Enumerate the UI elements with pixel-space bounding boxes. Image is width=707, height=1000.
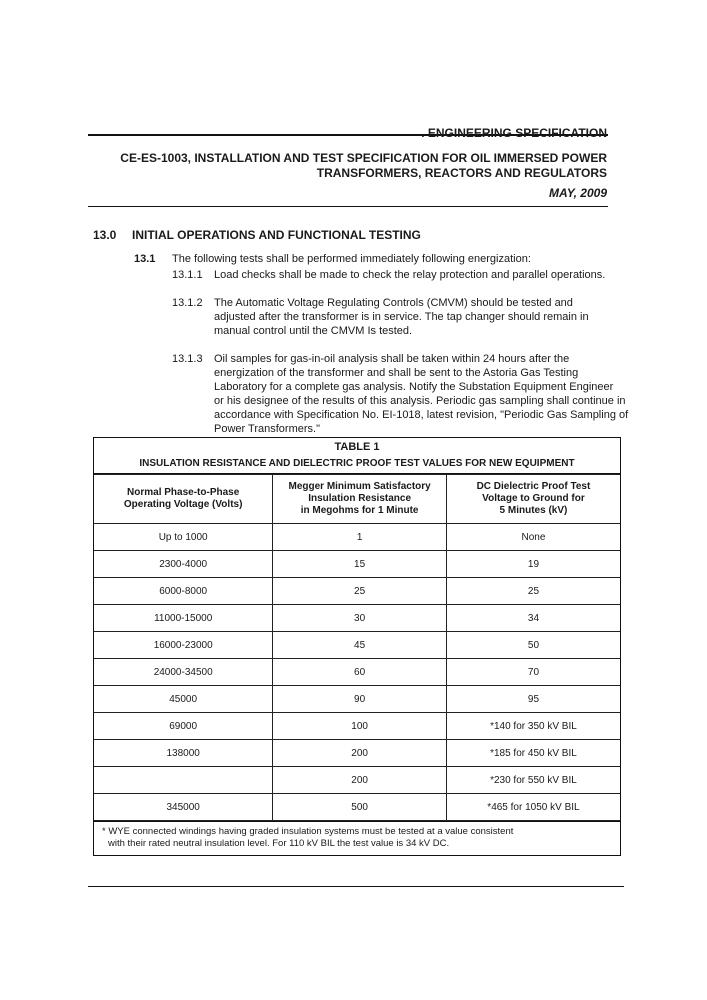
- section-title: INITIAL OPERATIONS AND FUNCTIONAL TESTING: [132, 228, 421, 242]
- item-number: 13.1.1: [172, 269, 203, 281]
- column-header-line: Voltage to Ground for: [482, 493, 585, 504]
- table-cell: 2300-4000: [94, 551, 273, 578]
- column-header-line: DC Dielectric Proof Test: [476, 481, 591, 492]
- table-footnote: [94, 821, 620, 855]
- column-header-line: Insulation Resistance: [308, 493, 412, 504]
- table-cell: 25: [273, 578, 447, 605]
- column-header-line: 5 Minutes (kV): [499, 505, 568, 516]
- footnote-line-2: with their rated neutral insulation level. For 110 kV BIL the test value is 34 kV DC.: [108, 838, 450, 849]
- table-cell: *230 for 550 kV BIL: [446, 767, 620, 794]
- table-row: [94, 794, 620, 821]
- item-text-line: Power Transformers.": [214, 423, 320, 435]
- table-cell: 200: [273, 767, 447, 794]
- column-header: [94, 475, 273, 524]
- item-text-line: The Automatic Voltage Regulating Controls (CMVM) should be tested and: [214, 297, 573, 309]
- footer-rule: [88, 886, 624, 887]
- header-bottom-rule: [88, 206, 608, 207]
- column-header-line: Operating Voltage (Volts): [123, 499, 243, 510]
- table-cell: *140 for 350 kV BIL: [446, 713, 620, 740]
- column-header-line: Megger Minimum Satisfactory: [288, 481, 431, 492]
- table-body: [94, 524, 620, 821]
- footnote-line-1: * WYE connected windings having graded insulation systems must be tested at a value consistent: [102, 826, 514, 837]
- table-cell: 11000-15000: [94, 605, 273, 632]
- table-row: [94, 632, 620, 659]
- item-text-line: or his designee of the results of this analysis. Periodic gas sampling shall continue in: [214, 395, 626, 407]
- table-cell: 500: [273, 794, 447, 821]
- table-cell: 200: [273, 740, 447, 767]
- item-text-line: accordance with Specification No. EI-1018, latest revision, "Periodic Gas Sampling of: [214, 409, 629, 421]
- table-cell: *185 for 450 kV BIL: [446, 740, 620, 767]
- table-1: [93, 437, 621, 856]
- table-cell: 100: [273, 713, 447, 740]
- item-text-line: Load checks shall be made to check the relay protection and parallel operations.: [214, 269, 606, 281]
- table-subtitle: INSULATION RESISTANCE AND DIELECTRIC PROOF TEST VALUES FOR NEW EQUIPMENT: [139, 458, 575, 469]
- table-row: [94, 605, 620, 632]
- table-cell: None: [446, 524, 620, 551]
- table-row: [94, 713, 620, 740]
- spec-date: MAY, 2009: [548, 186, 607, 200]
- table-row: [94, 767, 620, 794]
- item-text-line: manual control until the CMVM Is tested.: [214, 325, 413, 337]
- table-cell: 1: [273, 524, 447, 551]
- spec-line-1: CE-ES-1003, INSTALLATION AND TEST SPECIFICATION FOR OIL IMMERSED POWER: [120, 151, 607, 165]
- table-cell: 16000-23000: [94, 632, 273, 659]
- table-cell: 138000: [94, 740, 273, 767]
- document-title: . ENGINEERING SPECIFICATION: [421, 126, 607, 140]
- table-cell: 45: [273, 632, 447, 659]
- table-header-row: [94, 475, 620, 524]
- section-number: 13.0: [93, 228, 117, 242]
- table-cell: 24000-34500: [94, 659, 273, 686]
- table-cell: 30: [273, 605, 447, 632]
- table-header: [94, 438, 620, 474]
- table-cell: 34: [446, 605, 620, 632]
- column-header: [446, 475, 620, 524]
- table-cell: [94, 767, 273, 794]
- column-header: [273, 475, 447, 524]
- table-cell: 45000: [94, 686, 273, 713]
- table-cell: 19: [446, 551, 620, 578]
- table-cell: 60: [273, 659, 447, 686]
- table-row: [94, 740, 620, 767]
- table-cell: *465 for 1050 kV BIL: [446, 794, 620, 821]
- table-cell: 70: [446, 659, 620, 686]
- subsection-number: 13.1: [134, 253, 156, 265]
- table-cell: 6000-8000: [94, 578, 273, 605]
- table-cell: 345000: [94, 794, 273, 821]
- table-cell: Up to 1000: [94, 524, 273, 551]
- table-row: [94, 659, 620, 686]
- table-cell: 95: [446, 686, 620, 713]
- column-header-line: in Megohms for 1 Minute: [300, 505, 419, 516]
- item-text-line: Oil samples for gas-in-oil analysis shall be taken within 24 hours after the: [214, 353, 570, 365]
- item-number: 13.1.2: [172, 297, 203, 309]
- item-text-line: energization of the transformer and shall be sent to the Astoria Gas Testing: [214, 367, 579, 379]
- table-cell: 15: [273, 551, 447, 578]
- item-number: 13.1.3: [172, 353, 203, 365]
- item-text-line: adjusted after the transformer is in service. The tap changer should remain in: [214, 311, 589, 323]
- item-text-line: Laboratory for a complete gas analysis. Notify the Substation Equipment Engineer: [214, 381, 614, 393]
- table-cell: 25: [446, 578, 620, 605]
- table-row: [94, 524, 620, 551]
- spec-line-2: TRANSFORMERS, REACTORS AND REGULATORS: [316, 166, 607, 180]
- table-row: [94, 578, 620, 605]
- table-cell: 50: [446, 632, 620, 659]
- table-row: [94, 551, 620, 578]
- table-row: [94, 686, 620, 713]
- table-title: TABLE 1: [334, 441, 380, 453]
- subsection-text: The following tests shall be performed immediately following energization:: [172, 253, 531, 265]
- table-cell: 90: [273, 686, 447, 713]
- test-values-table: [94, 474, 620, 821]
- column-header-line: Normal Phase-to-Phase: [127, 487, 240, 498]
- table-cell: 69000: [94, 713, 273, 740]
